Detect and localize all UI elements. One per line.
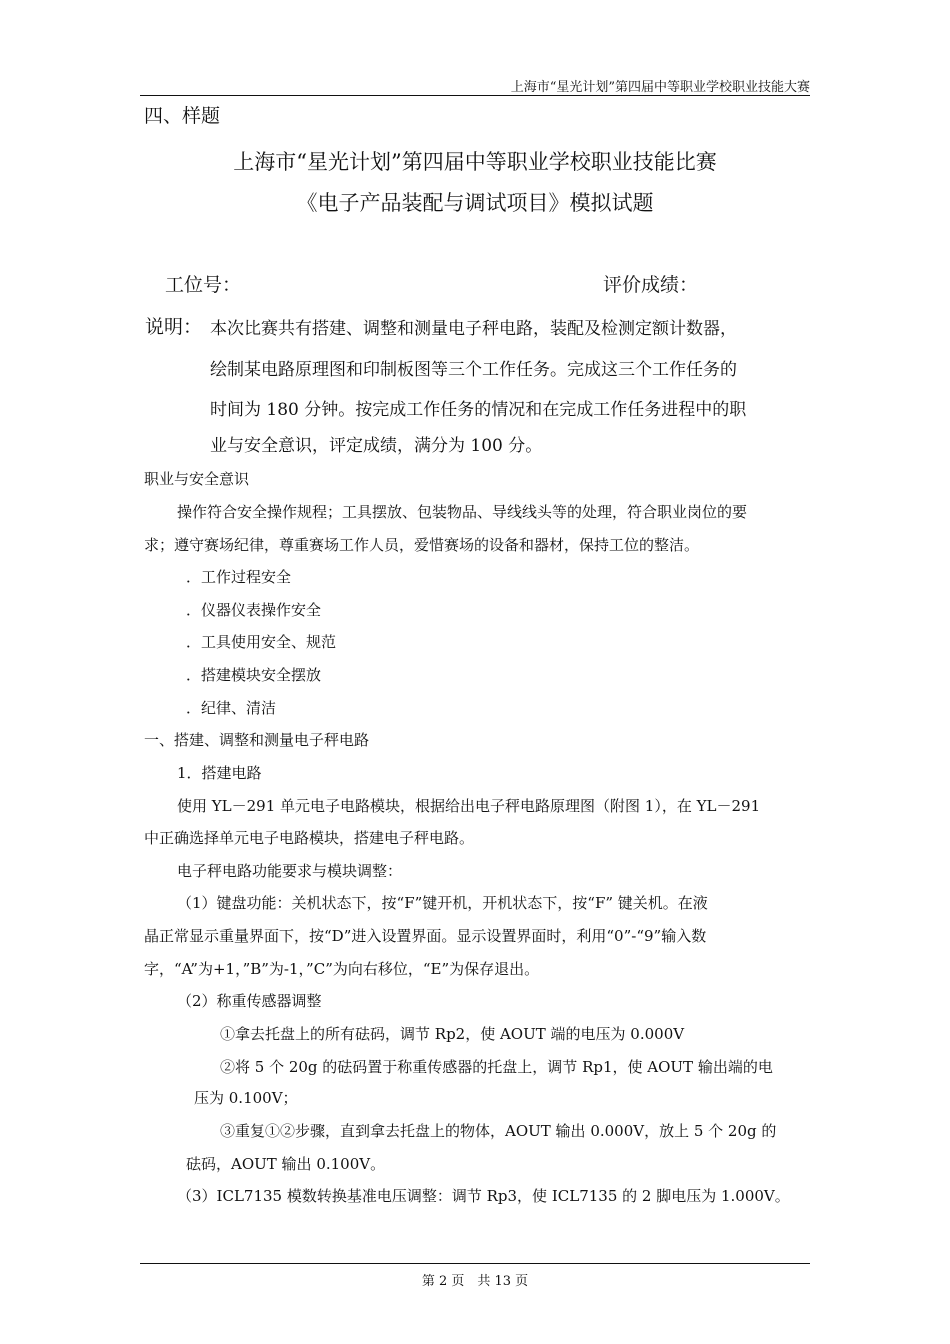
safety-item: ．纪律、清洁: [186, 699, 277, 717]
task1-paragraph-line: 中正确选择单元电子电路模块，搭建电子秤电路。: [144, 829, 475, 847]
reference-voltage-line: （3）ICL7135 模数转换基准电压调整：调节 Rp3，使 ICL7135 的 2 脚电压为 1.000V。: [177, 1187, 790, 1205]
footer-rule: [140, 1263, 810, 1264]
task1-paragraph-line: 使用 YL－291 单元电子电路模块，根据给出电子秤电路原理图（附图 1），在 YL－291: [177, 797, 761, 815]
sensor-step: ②将 5 个 20g 的砝码置于称重传感器的托盘上，调节 Rp1，使 AOUT 输出端的电: [220, 1058, 773, 1076]
sensor-step: 砝码，AOUT 输出 0.100V。: [186, 1155, 386, 1173]
page-header: 上海市“星光计划”第四届中等职业学校职业技能大赛: [510, 80, 810, 95]
safety-heading: 职业与安全意识: [144, 470, 250, 488]
keyboard-line: （1）键盘功能：关机状态下，按“F”键开机，开机状态下，按“F” 键关机。在液: [177, 894, 708, 912]
explanation-line: 时间为 180 分钟。按完成工作任务的情况和在完成工作任务进程中的职: [210, 400, 747, 420]
keyboard-line: 晶正常显示重量界面下，按“D”进入设置界面。显示设置界面时，利用“0”-“9”输入数: [144, 927, 707, 945]
sensor-step: ③重复①②步骤，直到拿去托盘上的物体，AOUT 输出 0.000V，放上 5 个 20g 的: [220, 1122, 777, 1140]
explanation-line: 绘制某电路原理图和印制板图等三个工作任务。完成这三个工作任务的: [210, 360, 737, 380]
title-line-2: 《电子产品装配与调试项目》模拟试题: [296, 191, 654, 215]
safety-item: ．搭建模块安全摆放: [186, 666, 322, 684]
title-line-1: 上海市“星光计划”第四届中等职业学校职业技能比赛: [233, 150, 717, 174]
sensor-heading: （2）称重传感器调整: [177, 992, 322, 1010]
safety-item: ．工作过程安全: [186, 568, 292, 586]
task1-heading: 一、搭建、调整和测量电子秤电路: [144, 731, 370, 749]
sensor-step: ①拿去托盘上的所有砝码，调节 Rp2，使 AOUT 端的电压为 0.000V: [220, 1025, 685, 1043]
safety-item: ．工具使用安全、规范: [186, 633, 337, 651]
station-label: 工位号：: [165, 274, 242, 296]
explanation-label: 说明：: [145, 316, 203, 338]
safety-paragraph-line: 求；遵守赛场纪律，尊重赛场工作人员，爱惜赛场的设备和器材，保持工位的整洁。: [144, 536, 700, 554]
explanation-line: 本次比赛共有搭建、调整和测量电子秤电路，装配及检测定额计数器，: [210, 319, 737, 339]
keyboard-line: 字，“A”为+1，”B”为-1，”C”为向右移位，“E”为保存退出。: [144, 960, 540, 978]
score-label: 评价成绩：: [603, 274, 699, 296]
task1-sub-heading: 1．搭建电路: [177, 764, 262, 782]
sensor-step: 压为 0.100V；: [194, 1089, 298, 1107]
explanation-line: 业与安全意识，评定成绩，满分为 100 分。: [210, 436, 543, 456]
task1-requirements-heading: 电子秤电路功能要求与模块调整：: [177, 862, 403, 880]
header-rule: [140, 95, 810, 96]
safety-paragraph-line: 操作符合安全操作规程；工具摆放、包装物品、导线线头等的处理，符合职业岗位的要: [177, 503, 748, 521]
safety-item: ．仪器仪表操作安全: [186, 601, 322, 619]
section-label: 四、样题: [144, 105, 221, 127]
page-footer: 第 2 页 共 13 页: [421, 1274, 529, 1289]
